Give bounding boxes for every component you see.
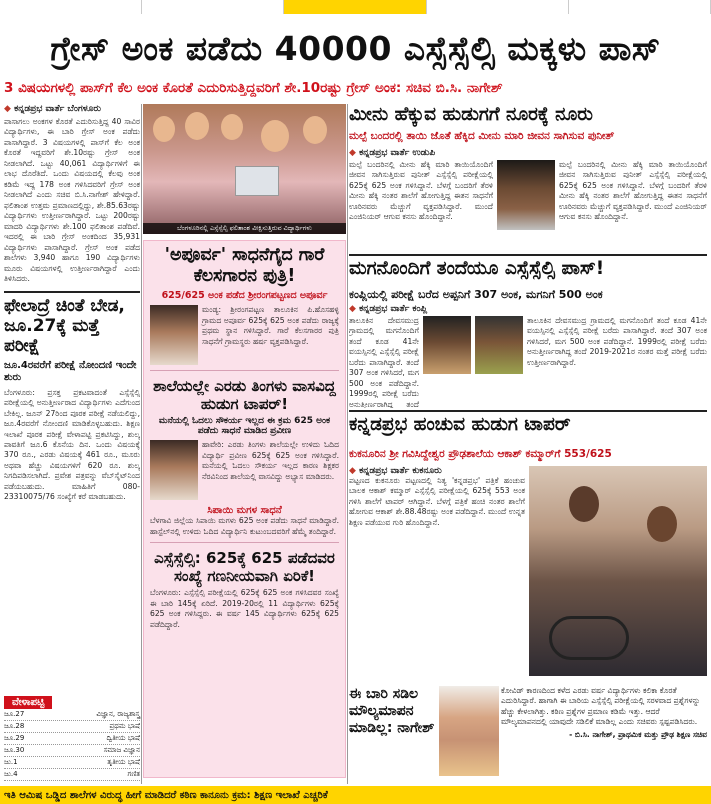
right-subhead1: ಮಲ್ಪೆ ಬಂದರಲ್ಲಿ ತಾಯಿ ಜೊತೆ ಹೆಕ್ಕಿದ ಮೀನು ಮಾರಿ ಜೀವನ ಸಾಗಿಸುವ ಪುನೀತ್ [349,130,615,142]
pink-story2: ಹಾವೇರಿ: ಎರಡು ತಿಂಗಳು ಶಾಲೆಯಲ್ಲೇ ಉಳಿದು ಓದಿದ ವಿದ್ಯಾರ್ಥಿ ಪ್ರವೀಣ 625ಕ್ಕೆ 625 ಅಂಕ ಗಳಿಸಿದ್ದಾರೆ. ಮನೆಯಲ್ಲಿ ಓದಲು ಸೌಕರ್ಯ ಇಲ್ಲದ ಕಾರಣ ಶಿಕ್ಷಕರ ನೆರವಿನಿಂದ ಶಾಲೆಯಲ್ಲಿ ವಾಸವಿದ್ದು ಅಭ್ಯಾಸ ಮಾಡಿದರು. [202,440,339,481]
column-divider [347,104,348,784]
timetable-subject: ತೃತೀಯ ಭಾಷೆ [107,758,140,766]
right-story1: ಮಲ್ಪೆ ಬಂದರಿನಲ್ಲಿ ಮೀನು ಹೆಕ್ಕಿ ಮಾರಿ ತಾಯಿಯೊಂದಿಗೆ ಜೀವನ ಸಾಗಿಸುತ್ತಿರುವ ಪುನೀತ್ ಎಸ್ಸೆಸ್ಸೆಲ್ಸಿ ಪರೀಕ್ಷೆಯಲ್ಲಿ 625ಕ್ಕೆ 625 ಅಂಕ ಗಳಿಸಿದ್ದಾನೆ. ಬೆಳಗ್ಗೆ ಬಂದರಿಗೆ ತೆರಳಿ ಮೀನು ಹೆಕ್ಕಿ ನಂತರ ಶಾಲೆಗೆ ಹೋಗುತ್ತಿದ್ದ ಈತನ ಸಾಧನೆಗೆ ಊರಿನವರು ಮೆಚ್ಚುಗೆ ವ್ಯಕ್ತಪಡಿಸಿದ್ದಾರೆ. ಮುಂದೆ ಎಂಜಿನಿಯರ್ ಆಗುವ ಕನಸು ಹೊಂದಿದ್ದಾನೆ. [349,160,493,222]
pink-story-row [150,440,339,500]
pink-story4: ಬೆಂಗಳೂರು: ಎಸ್ಸೆಸ್ಸೆಲ್ಸಿ ಪರೀಕ್ಷೆಯಲ್ಲಿ 625ಕ್ಕೆ 625 ಅಂಕ ಗಳಿಸಿದವರ ಸಂಖ್ಯೆ ಈ ಬಾರಿ 145ಕ್ಕೆ ಏರಿದೆ. 2019-20ರಲ್ಲಿ 11 ವಿದ್ಯಾರ್ಥಿಗಳು 625ಕ್ಕೆ 625 ಅಂಕ ಗಳಿಸಿದ್ದರು. ಈ ವರ್ಷ 145 ವಿದ್ಯಾರ್ಥಿಗಳು 625ಕ್ಕೆ 625 ಪಡೆದಿದ್ದಾರೆ. [150,588,339,629]
pink-subhead2: ಮನೆಯಲ್ಲಿ ಓದಲು ಸೌಕರ್ಯ ಇಲ್ಲದ ಈ ಕ್ರಮ 625 ಅಂಕ ಪಡೆದು ಸಾಧನೆ ಮಾಡಿದ ಪ್ರವೀಣ [158,416,331,437]
right-story3: ಪಟ್ಟಣದ ಕುಕನೂರು ಪಟ್ಟಣದಲ್ಲಿ ನಿತ್ಯ 'ಕನ್ನಡಪ್ರಭ' ಪತ್ರಿಕೆ ಹಂಚುವ ಬಾಲಕ ಆಕಾಶ್ ಕಮ್ಮಾರ್ ಎಸ್ಸೆಸ್ಸೆಲ್ಸಿ ಪರೀಕ್ಷೆಯಲ್ಲಿ 625ಕ್ಕೆ 553 ಅಂಕ ಗಳಿಸಿ ಶಾಲೆಗೆ ಟಾಪರ್ ಆಗಿದ್ದಾನೆ. ಬೆಳಗ್ಗೆ ಪತ್ರಿಕೆ ಹಂಚಿ ನಂತರ ಶಾಲೆಗೆ ಹೋಗುವ ಆಕಾಶ್ ಶೇ.88.48ರಷ್ಟು ಅಂಕ ಪಡೆದಿದ್ದಾನೆ. ಮುಂದೆ ಉನ್ನತ ಶಿಕ್ಷಣ ಪಡೆಯುವ ಗುರಿ ಹೊಂದಿದ್ದಾನೆ. [349,476,525,527]
photo-face [261,120,289,152]
timetable-date: ಜು.1 [4,758,18,766]
apoorva-photo [150,305,198,365]
timetable-row [4,709,140,721]
timetable-date: ಜೂ.30 [4,746,25,754]
bicycle-icon [549,616,629,660]
right-story3-text [349,466,525,528]
students-photo [143,104,346,234]
pink-headline2: ಶಾಲೆಯಲ್ಲೇ ಎರಡು ತಿಂಗಳು ವಾಸವಿದ್ದ ಹುಡುಗ ಟಾಪರ್! [153,377,336,414]
timetable-subject: ವಿಜ್ಞಾನ, ರಾಜ್ಯಶಾಸ್ತ್ರ [96,710,140,718]
photo-caption: ಬೆಂಗಳೂರಿನಲ್ಲಿ ಎಸ್ಸೆಸ್ಸೆಲ್ಸಿ ಫಲಿತಾಂಶ ವೀಕ್ಷಿಸುತ್ತಿರುವ ವಿದ್ಯಾರ್ಥಿಗಳು [143,223,346,234]
pink-subhead: 625/625 ಅಂಕ ಪಡೆದ ಶ್ರೀರಂಗಪಟ್ಟಣದ ಅಪೂರ್ವ [161,290,328,302]
left-story: ಪಾಸಾಗಲು ಅಂಕಗಳ ಕೊರತೆ ಎದುರಿಸುತ್ತಿದ್ದ 40 ಸಾವಿರ ವಿದ್ಯಾರ್ಥಿಗಳು, ಈ ಬಾರಿ ಗ್ರೇಸ್ ಅಂಕ ಪಡೆದು ಪಾಸಾಗಿದ್ದಾರೆ. 3 ವಿಷಯಗಳಲ್ಲಿ ಪಾಸ್‌ಗೆ ಕೆಲ ಅಂಕ ಕೊರತೆ ಇದ್ದವರಿಗೆ ಶೇ.10ರಷ್ಟು ಗ್ರೇಸ್ ಅಂಕ ನೀಡಲಾಗಿದೆ. ಒಟ್ಟು 40,061 ವಿದ್ಯಾರ್ಥಿಗಳಿಗೆ ಈ ಲಾಭ ದೊರೆತಿದೆ. ಒಂದು ವಿಷಯದಲ್ಲಿ ಕೆಲವು ಅಂಕ ಕಡಿಮೆ ಇದ್ದ 178 ಅಂಕ ಗಳಿಸಿದವರಿಗೆ ಗ್ರೇಸ್ ಅಂಕ ನೀಡಲಾಗಿದೆ ಎಂದು ಸಚಿವ ಬಿ.ಸಿ.ನಾಗೇಶ್ ಹೇಳಿದ್ದಾರೆ. ಫಲಿತಾಂಶ ಉತ್ತಮ ಪ್ರಮಾಣದಲ್ಲಿದ್ದು, ಶೇ.85.63ರಷ್ಟು ವಿದ್ಯಾರ್ಥಿಗಳು ಉತ್ತೀರ್ಣರಾಗಿದ್ದಾರೆ. ಒಟ್ಟು 200ರಷ್ಟು ಮಾದರಿ ವಿದ್ಯಾರ್ಥಿಗಳು ಶೇ.100 ಫಲಿತಾಂಶ ಪಡೆದಿವೆ. ಇದರಲ್ಲಿ ಈ ಬಾರಿ ಗ್ರೇಸ್ ಅಂಕದಿಂದ 35,931 ವಿದ್ಯಾರ್ಥಿಗಳು ಪಾಸಾಗಿದ್ದಾರೆ. ಗ್ರೇಸ್ ಅಂಕ ಪಡೆದ ಶಾಲೆಗಳು 3,940 ಹಾಗೂ 190 ವಿದ್ಯಾರ್ಥಿಗಳು ಮೂರು ವಿಷಯಗಳಲ್ಲಿ ಉತ್ತೀರ್ಣರಾಗಿದ್ದಾರೆ ಎಂದು ತಿಳಿಸಿದರು. [4,117,140,284]
left-byline: ◆ ಕನ್ನಡಪ್ರಭ ವಾರ್ತೆ ಬೆಂಗಳೂರು [4,104,140,114]
right-story2-cont: ತಾಲೂಕಿನ ದೇವಸಮುದ್ರ ಗ್ರಾಮದಲ್ಲಿ ಮಗನೊಂದಿಗೆ ತಂದೆ ಕೂಡ 41ನೇ ವಯಸ್ಸಿನಲ್ಲಿ ಎಸ್ಸೆಸ್ಸೆಲ್ಸಿ ಪರೀಕ್ಷೆ ಬರೆದು ಪಾಸಾಗಿದ್ದಾರೆ. ತಂದೆ 307 ಅಂಕ ಗಳಿಸಿದರೆ, ಮಗ 500 ಅಂಕ ಪಡೆದಿದ್ದಾನೆ. 1999ರಲ್ಲಿ ಪರೀಕ್ಷೆ ಬರೆದು ಅನುತ್ತೀರ್ಣರಾಗಿದ್ದ ತಂದೆ 2019-2021ರ ನಂತರ ಮತ್ತೆ ಪರೀಕ್ಷೆ ಬರೆದು ಉತ್ತೀರ್ಣರಾಗಿದ್ದಾರೆ. [527,316,707,367]
right-story1-row [349,160,707,230]
right-byline2: ◆ ಕನ್ನಡಪ್ರಭ ವಾರ್ತೆ ಕಂಪ್ಲಿ [349,304,707,314]
timetable-row [4,733,140,745]
top-strip-segment [284,0,426,14]
pink-mini-headline: ಸಿಪಾಯಿ ಮಗಳ ಸಾಧನೆ [207,505,282,517]
pink-story3: ಬೆಳಗಾವಿ ಜಿಲ್ಲೆಯ ಸಿಪಾಯಿ ಮಗಳು 625 ಅಂಕ ಪಡೆದು ಸಾಧನೆ ಮಾಡಿದ್ದಾರೆ. ಹಾಸ್ಟೆಲ್‌ನಲ್ಲಿ ಉಳಿದು ಓದಿದ ವಿದ್ಯಾರ್ಥಿನಿ ಕುಟುಂಬದವರಿಗೆ ಹೆಮ್ಮೆ ತಂದಿದ್ದಾರೆ. [150,516,339,536]
father-photo [475,316,523,374]
akash-photo [529,466,707,676]
top-strip-segment [569,0,711,14]
son-photo [423,316,471,374]
right-story2: ತಾಲೂಕಿನ ದೇವಸಮುದ್ರ ಗ್ರಾಮದಲ್ಲಿ ಮಗನೊಂದಿಗೆ ತಂದೆ ಕೂಡ 41ನೇ ವಯಸ್ಸಿನಲ್ಲಿ ಎಸ್ಸೆಸ್ಸೆಲ್ಸಿ ಪರೀಕ್ಷೆ ಬರೆದು ಪಾಸಾಗಿದ್ದಾರೆ. ತಂದೆ 307 ಅಂಕ ಗಳಿಸಿದರೆ, ಮಗ 500 ಅಂಕ ಪಡೆದಿದ್ದಾನೆ. 1999ರಲ್ಲಿ ಪರೀಕ್ಷೆ ಬರೆದು ಅನುತ್ತೀರ್ಣರಾಗಿದ್ದ ತಂದೆ [349,316,419,408]
right-headline3: ಕನ್ನಡಪ್ರಭ ಹಂಚುವ ಹುಡುಗ ಟಾಪರ್ [349,410,707,435]
photo-face [303,116,327,144]
left-box [4,291,140,503]
puneeth-photo [497,160,555,230]
right-story1-cont: ಮಲ್ಪೆ ಬಂದರಿನಲ್ಲಿ ಮೀನು ಹೆಕ್ಕಿ ಮಾರಿ ತಾಯಿಯೊಂದಿಗೆ ಜೀವನ ಸಾಗಿಸುತ್ತಿರುವ ಪುನೀತ್ ಎಸ್ಸೆಸ್ಸೆಲ್ಸಿ ಪರೀಕ್ಷೆಯಲ್ಲಿ 625ಕ್ಕೆ 625 ಅಂಕ ಗಳಿಸಿದ್ದಾನೆ. ಬೆಳಗ್ಗೆ ಬಂದರಿಗೆ ತೆರಳಿ ಮೀನು ಹೆಕ್ಕಿ ನಂತರ ಶಾಲೆಗೆ ಹೋಗುತ್ತಿದ್ದ ಈತನ ಸಾಧನೆಗೆ ಊರಿನವರು ಮೆಚ್ಚುಗೆ ವ್ಯಕ್ತಪಡಿಸಿದ್ದಾರೆ. ಮುಂದೆ ಎಂಜಿನಿಯರ್ ಆಗುವ ಕನಸು ಹೊಂದಿದ್ದಾನೆ. [559,160,707,222]
timetable-row [4,769,140,781]
left-box-subhead: ಜೂ.4ರವರೆಗೆ ಪರೀಕ್ಷೆ ನೋಂದಣಿ ಇಂದೇ ಶುರು [4,359,137,384]
photo-face [185,112,209,140]
right-story2-block [349,304,707,408]
main-headline-text: ಗ್ರೇಸ್ ಅಂಕ ಪಡೆದು 40000 ಎಸ್ಸೆಸ್ಸೆಲ್ಸಿ ಮಕ್ಕಳು ಪಾಸ್ [50,29,661,68]
pink-headline: 'ಅಪೂರ್ವ' ಸಾಧನೆಗೈದ ಗಾರೆ ಕೆಲಸಗಾರನ ಪುತ್ರಿ! [164,245,325,286]
pink-story-row [150,305,339,365]
right-story3-block [349,466,707,686]
timetable-date: ಜೂ.28 [4,722,25,730]
right-headline2: ಮಗನೊಂದಿಗೆ ತಂದೆಯೂ ಎಸ್ಸೆಸ್ಸೆಲ್ಸಿ ಪಾಸ್! [349,254,707,284]
nagesh-quote: ಈ ಬಾರಿ ಸಡಿಲ ಮೌಲ್ಯಮಾಪನ ಮಾಡಿಲ್ಲ: ನಾಗೇಶ್ [349,686,435,737]
right-subhead2: ಕಂಪ್ಲಿಯಲ್ಲಿ ಪರೀಕ್ಷೆ ಬರೆದ ಅಪ್ಪನಿಗೆ 307 ಅಂಕ, ಮಗನಿಗೆ 500 ಅಂಕ [349,288,603,301]
nagesh-text: ಕೋವಿಡ್ ಕಾರಣದಿಂದ ಕಳೆದ ಎರಡು ವರ್ಷ ವಿದ್ಯಾರ್ಥಿಗಳು ಕಲಿಕಾ ಕೊರತೆ ಎದುರಿಸಿದ್ದಾರೆ. ಹಾಗಾಗಿ ಈ ಬಾರಿಯ ಎಸ್ಸೆಸ್ಸೆಲ್ಸಿ ಪರೀಕ್ಷೆಯಲ್ಲಿ ಸರಳವಾದ ಪ್ರಶ್ನೆಗಳನ್ನು ಹೆಚ್ಚು ಕೇಳಲಾಗಿತ್ತು. ಕಠಿಣ ಪ್ರಶ್ನೆಗಳ ಪ್ರಮಾಣ ಕಡಿಮೆ ಇತ್ತು. ಆದರೆ ಮೌಲ್ಯಮಾಪನದಲ್ಲಿ ಯಾವುದೇ ಸಡಿಲಿಕೆ ಮಾಡಿಲ್ಲ ಎಂದು ಸಚಿವರು ಸ್ಪಷ್ಟಪಡಿಸಿದರು. [501,686,701,727]
main-subhead: 3 ವಿಷಯಗಳಲ್ಲಿ ಪಾಸ್‌ಗೆ ಕೆಲ ಅಂಕ ಕೊರತೆ ಎದುರಿಸುತ್ತಿದ್ದವರಿಗೆ ಶೇ.10ರಷ್ಟು ಗ್ರೇಸ್ ಅಂಕ: ಸಚಿವ ಬಿ.ಸಿ. ನಾಗೇಶ್ [4,80,503,96]
nagesh-portrait [439,686,499,776]
photo-face [569,486,599,522]
top-strip [0,0,711,14]
right-byline3: ◆ ಕನ್ನಡಪ್ರಭ ವಾರ್ತೆ ಕುಕನೂರು [349,466,525,476]
right-story2-row [349,316,707,408]
timetable-row [4,721,140,733]
laptop-icon [235,166,279,196]
main-headline [0,16,711,82]
photo-face [221,114,243,140]
timetable-subject: ದ್ವಿತೀಯ ಭಾಷೆ [106,734,140,742]
timetable-subject: ಸಮಾಜ ವಿಜ್ಞಾನ [103,746,140,754]
right-story1-block [349,148,707,246]
timetable-subject: ಪ್ರಥಮ ಭಾಷೆ [109,722,140,730]
column-divider [141,104,142,784]
bottom-strip: ಇತಿ ಆಮಿಷ ಒಡ್ಡಿದ ಶಾಲೆಗಳ ವಿರುದ್ಧ ಹೀಗೆ ಮಾಡಿದರೆ ಕಠಿಣ ಕಾನೂನು ಕ್ರಮ: ಶಿಕ್ಷಣ ಇಲಾಖೆ ಎಚ್ಚರಿಕೆ [0,786,711,804]
top-strip-segment [0,0,142,14]
photo-face [153,116,175,142]
timetable-subject: ಗಣಿತ [127,770,140,778]
section-divider [150,370,339,371]
photo-face [647,506,677,542]
nagesh-signature: - ಬಿ.ಸಿ. ನಾಗೇಶ್, ಪ್ರಾಥಮಿಕ ಮತ್ತು ಪ್ರೌಢ ಶಿಕ್ಷಣ ಸಚಿವ [569,729,707,739]
pink-story1: ಮಂಡ್ಯ: ಶ್ರೀರಂಗಪಟ್ಟಣ ತಾಲೂಕಿನ ಪಿ.ಹೊಸಹಳ್ಳಿ ಗ್ರಾಮದ ಅಪೂರ್ವ 625ಕ್ಕೆ 625 ಅಂಕ ಪಡೆದು ರಾಜ್ಯಕ್ಕೆ ಪ್ರಥಮ ಸ್ಥಾನ ಗಳಿಸಿದ್ದಾರೆ. ಗಾರೆ ಕೆಲಸಗಾರರ ಪುತ್ರಿ ಸಾಧನೆಗೆ ಗ್ರಾಮಸ್ಥರು ಹರ್ಷ ವ್ಯಕ್ತಪಡಿಸಿದ್ದಾರೆ. [202,305,339,346]
timetable-row [4,745,140,757]
timetable-date: ಜೂ.27 [4,710,25,718]
timetable [4,690,140,781]
right-subhead3: ಕುಕನೂರಿನ ಶ್ರೀ ಗವಿಸಿದ್ದೇಶ್ವರ ಪ್ರೌಢಶಾಲೆಯ ಆಕಾಶ್ ಕಮ್ಮಾರ್‌ಗೆ 553/625 [349,448,612,460]
timetable-date: ಜು.4 [4,770,18,778]
nagesh-text-block [501,686,707,740]
right-headline1: ಮೀನು ಹೆಕ್ಕುವ ಹುಡುಗಗೆ ನೂರಕ್ಕೆ ನೂರು [349,104,707,125]
left-box-story: ಬೆಂಗಳೂರು: ಪ್ರಸಕ್ತ ಪ್ರಕಟವಾದಂತೆ ಎಸ್ಸೆಸ್ಸೆಲ್ಸಿ ಪರೀಕ್ಷೆಯಲ್ಲಿ ಅನುತ್ತೀರ್ಣರಾದ ವಿದ್ಯಾರ್ಥಿಗಳು ಎದೆಗುಂದ ಬೇಕಿಲ್ಲ. ಜೂನ್ 27ರಿಂದ ಪೂರಕ ಪರೀಕ್ಷೆ ನಡೆಯಲಿದ್ದು, ಜೂ.4ರವರೆಗೆ ನೋಂದಣಿ ಮಾಡಿಕೊಳ್ಳಬಹುದು. ಶಿಕ್ಷಣ ಇಲಾಖೆ ಪೂರಕ ಪರೀಕ್ಷೆ ವೇಳಾಪಟ್ಟಿ ಪ್ರಕಟಿಸಿದ್ದು, ಶುಲ್ಕ ಪಾವತಿಗೆ ಜೂ.6 ಕೊನೆಯ ದಿನ. ಒಂದು ವಿಷಯಕ್ಕೆ 370 ರೂ., ಎರಡು ವಿಷಯಕ್ಕೆ 461 ರೂ., ಮೂರು ಅಥವಾ ಹೆಚ್ಚು ವಿಷಯಗಳಿಗೆ 620 ರೂ. ಶುಲ್ಕ ನಿಗದಿಪಡಿಸಲಾಗಿದೆ. ಪ್ರವೇಶ ಪತ್ರವನ್ನು ವೆಬ್‌ಸೈಟ್‌ನಿಂದ ಪಡೆಯಬಹುದು. ಮಾಹಿತಿಗೆ 080-23310075/76 ಸಂಖ್ಯೆಗೆ ಕರೆ ಮಾಡಬಹುದು. [4,387,140,502]
pink-headline3: ಎಸ್ಸೆಸ್ಸೆಲ್ಸಿ: 625ಕ್ಕೆ 625 ಪಡೆದವರ ಸಂಖ್ಯೆ ಗಣನೀಯವಾಗಿ ಏರಿಕೆ! [154,549,335,586]
timetable-row [4,757,140,769]
left-column [4,104,140,784]
right-byline1: ◆ ಕನ್ನಡಪ್ರಭ ವಾರ್ತೆ ಉಡುಪಿ [349,148,707,158]
timetable-date: ಜೂ.29 [4,734,25,742]
top-strip-segment [427,0,569,14]
timetable-title: ವೇಳಾಪಟ್ಟಿ [4,696,52,709]
praveen-photo [150,440,198,500]
section-divider [150,542,339,543]
pink-feature-box [143,240,346,778]
top-strip-segment [142,0,284,14]
nagesh-quote-box [349,686,707,780]
left-box-headline: ಫೇಲಾದ್ರೆ ಚಿಂತೆ ಬೇಡ, ಜೂ.27ಕ್ಕೆ ಮತ್ತೆ ಪರೀಕ್ಷೆ [4,295,125,357]
